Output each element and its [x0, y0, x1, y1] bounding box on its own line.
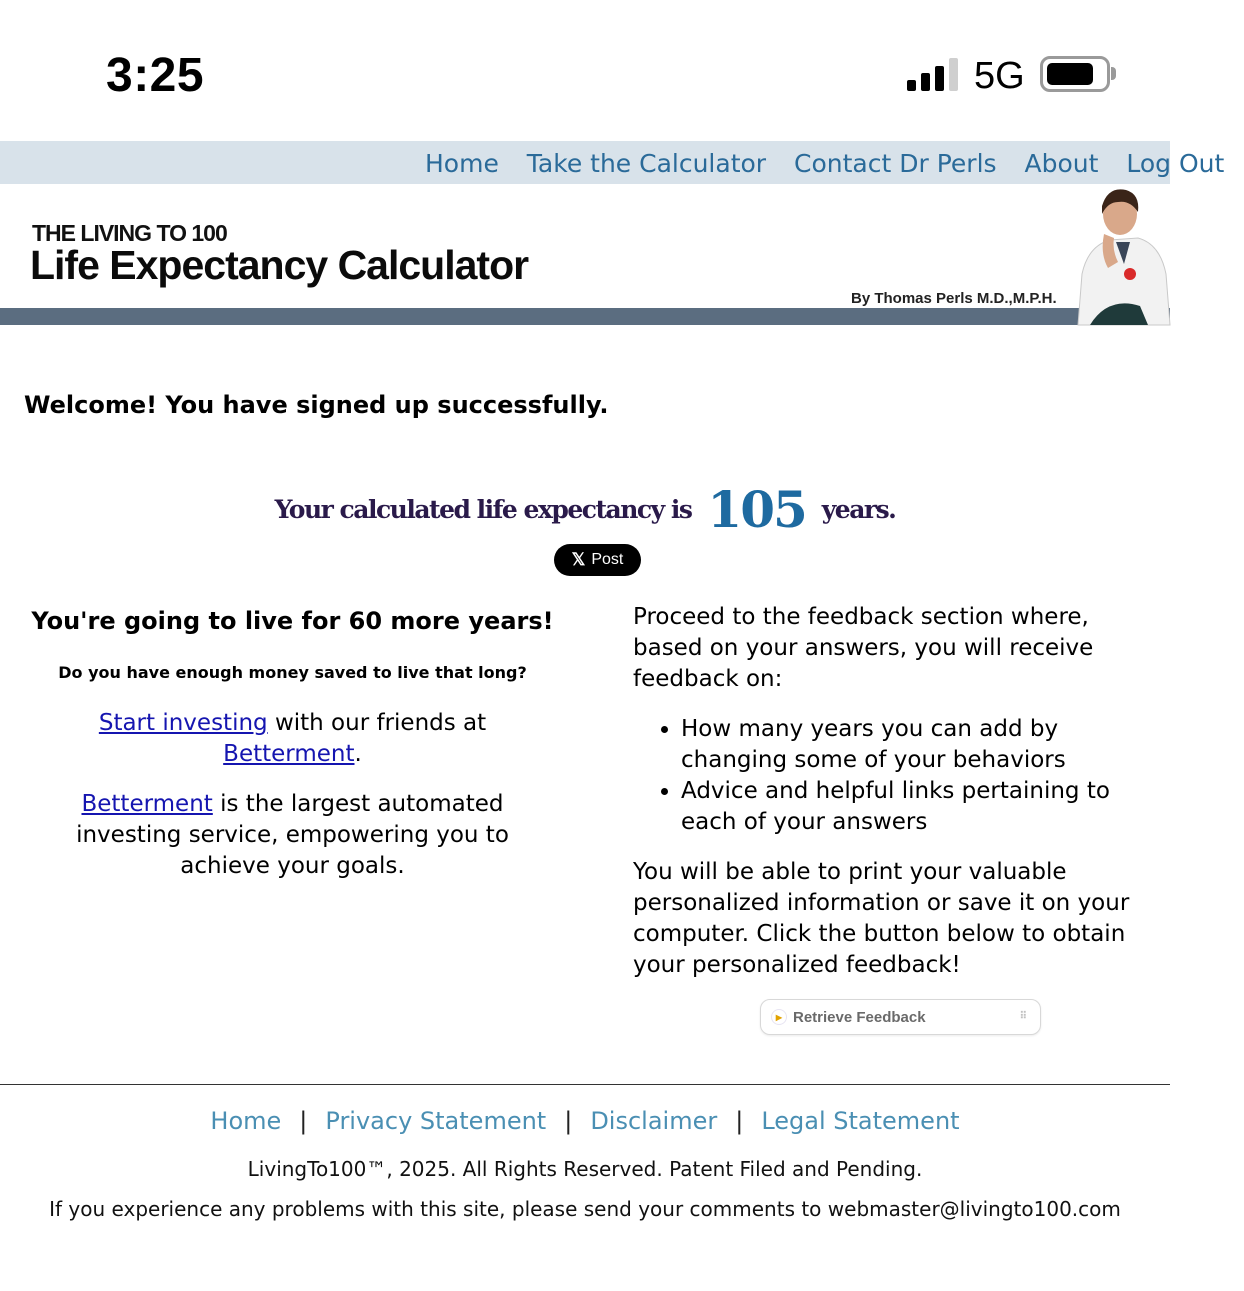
signal-strength-icon	[907, 57, 959, 91]
feedback-list	[681, 714, 1163, 838]
footer-privacy-link[interactable]: Privacy Statement	[325, 1107, 547, 1135]
feedback-list-item: • How many years you can add by changing some of your behaviors	[681, 714, 1163, 776]
period: .	[354, 741, 362, 767]
footer-separator: |	[564, 1107, 573, 1135]
investing-section	[0, 605, 585, 882]
footer-contact: If you experience any problems with this site, please send your comments to webmaster@livingto100.com	[49, 1197, 1121, 1221]
post-label: Post	[591, 551, 624, 568]
banner-eyebrow: THE LIVING TO 100	[32, 220, 227, 246]
savings-question: Do you have enough money saved to live that long?	[58, 663, 527, 682]
x-logo-icon: 𝕏	[571, 550, 586, 569]
footer-separator: |	[735, 1107, 744, 1135]
banner-bar	[0, 308, 1170, 325]
nav-take-calculator[interactable]: Take the Calculator	[526, 149, 767, 178]
drag-handle-icon: ⠿	[1019, 1011, 1026, 1022]
result-value: 105	[707, 480, 806, 539]
battery-icon	[1040, 56, 1110, 92]
network-type: 5G	[974, 55, 1025, 97]
start-investing-link[interactable]: Start investing	[98, 710, 268, 736]
years-remaining-headline: You're going to live for 60 more years!	[31, 607, 554, 635]
retrieve-feedback-label: Retrieve Feedback	[793, 1008, 926, 1026]
footer-divider	[0, 1084, 1170, 1085]
site-banner	[0, 184, 1170, 325]
banner-title: Life Expectancy Calculator	[30, 242, 529, 288]
invest-text: with our friends at	[267, 710, 487, 736]
top-nav	[0, 141, 1225, 184]
feedback-list-item: • Advice and helpful links pertaining to each of your answers	[681, 776, 1163, 838]
betterment-link-2[interactable]: Betterment	[81, 791, 213, 817]
footer-copyright: LivingTo100™, 2025. All Rights Reserved. Patent Filed and Pending.	[247, 1157, 923, 1181]
x-post-button[interactable]	[554, 544, 641, 576]
battery-nub	[1111, 67, 1116, 80]
nav-home[interactable]: Home	[425, 149, 499, 178]
result-suffix: years.	[821, 495, 896, 524]
invest-paragraph	[53, 708, 533, 770]
status-bar	[0, 0, 1170, 140]
banner-byline: By Thomas Perls M.D.,M.P.H.	[851, 290, 1057, 307]
footer-legal-link[interactable]: Legal Statement	[761, 1107, 960, 1135]
betterment-paragraph	[53, 789, 533, 882]
betterment-description: is the largest automated investing service, empowering you to achieve your goals.	[76, 791, 509, 879]
footer-disclaimer-link[interactable]: Disclaimer	[590, 1107, 718, 1135]
status-time: 3:25	[106, 49, 205, 102]
footer-home-link[interactable]: Home	[210, 1107, 282, 1135]
betterment-link[interactable]: Betterment	[223, 741, 355, 767]
doctor-portrait-image	[1068, 184, 1170, 325]
nav-log-out[interactable]: Log Out	[1126, 149, 1225, 178]
feedback-section	[633, 602, 1163, 981]
life-expectancy-result	[0, 480, 1170, 539]
result-prefix: Your calculated life expectancy is	[274, 495, 692, 524]
play-icon: ▶	[771, 1009, 787, 1025]
footer-separator: |	[299, 1107, 308, 1135]
retrieve-feedback-button[interactable]	[760, 999, 1041, 1035]
welcome-message: Welcome! You have signed up successfully.	[24, 391, 609, 419]
feedback-outro: You will be able to print your valuable personalized information or save it on your computer. Click the button below to obtain your personalized feedback!	[633, 859, 1130, 978]
feedback-intro: Proceed to the feedback section where, based on your answers, you will receive feedback on:	[633, 604, 1094, 692]
top-nav-links	[425, 149, 1244, 178]
footer-links	[0, 1107, 1170, 1135]
nav-about[interactable]: About	[1024, 149, 1099, 178]
nav-contact-dr-perls[interactable]: Contact Dr Perls	[794, 149, 997, 178]
